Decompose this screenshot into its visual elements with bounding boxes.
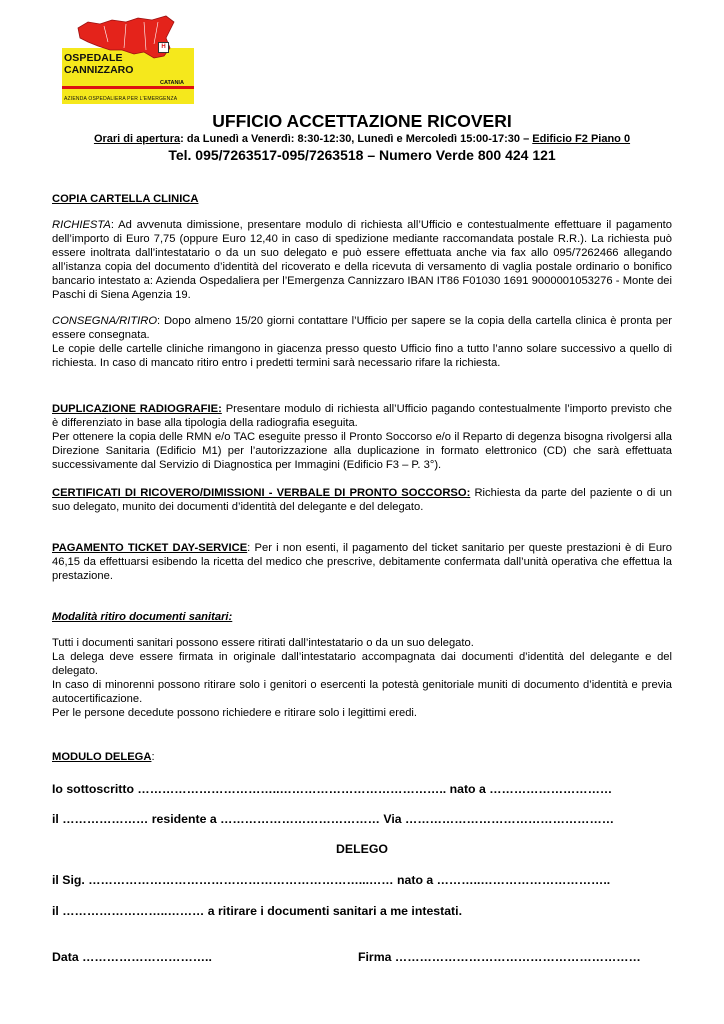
delego-heading: DELEGO [336,842,388,856]
modalita-line1: Tutti i documenti sanitari possono essere ritirati dall’intestatario o da un suo delegato. [52,637,474,649]
section-heading: CERTIFICATI DI RICOVERO/DIMISSIONI - VERBALE DI PRONTO SOCCORSO: [52,487,471,499]
form-row-ritiro[interactable]: il ……………………..……… a ritirare i documenti sanitari a me intestati. [52,904,462,918]
heading-suffix: : [151,751,155,763]
logo-red-bar [62,86,194,89]
certificati-text: Richiesta da parte del paziente o di un suo delegato, munito dei documenti d’identità del delegante e del delegato. [52,487,673,513]
section-modalita [52,610,672,720]
hospital-logo [60,14,196,110]
modalita-line2: La delega deve essere firmata in originale dall’intestatario accompagnata dai documenti d’identità del delegante e del delegato. [52,651,672,677]
modalita-line4: Per le persone decedute possono richiedere e ritirare solo i legittimi eredi. [52,707,418,719]
section-certificati [52,486,672,514]
modalita-line3: In caso di minorenni possono ritirare solo i genitori o esercenti la potestà genitoriale muniti di documento d’identità e previa autocertificazione. [52,679,672,705]
hours-location: Edificio F2 Piano 0 [532,133,631,145]
duplicazione-text1: Presentare modulo di richiesta all’Ufficio pagando contestualmente l’importo previsto che è differenziato in base alla tipologia della radiografia eseguita. [52,403,672,429]
hours-text: : da Lunedì a Venerdì: 8:30-12:30, Lunedì e Mercoledì 15:00-17:30 – [180,133,533,145]
logo-name-line1: OSPEDALE [64,52,123,64]
form-date-field[interactable]: Data ………………………….. [52,950,212,964]
ticket-text: : Per i non esenti, il pagamento del ticket sanitario per queste prestazioni è di Euro 46,15 da effettuarsi esibendo la ricetta del medico che prescrive, debitamente confermata dall’unità operativa che effettua la prestazione. [52,542,672,582]
consegna-text: : Dopo almeno 15/20 giorni contattare l’Ufficio per sapere se la copia della cartella clinica è pronta per essere consegnata. [52,315,672,341]
form-row-sottoscritto[interactable]: Io sottoscritto ……………………………..………………………………….. nato a ………………………… [52,782,613,796]
section-heading: MODULO DELEGA [52,751,152,763]
logo-name-line2: CANNIZZARO [64,64,134,76]
form-row-delegato[interactable]: il Sig. …………………………………………………………...…… nato a ………..………………………….. [52,873,611,887]
section-copia-cartella [52,192,672,370]
section-ticket [52,541,672,583]
opening-hours [0,133,724,145]
giacenza-text: Le copie delle cartelle cliniche rimangono in giacenza presso questo Ufficio fino a tutto l’anno solare successivo a quello di richiesta. In caso di mancato ritiro entro i predetti termini sarà necessario rifare la richiesta. [52,343,672,369]
section-heading: COPIA CARTELLA CLINICA [52,193,199,205]
duplicazione-text2: Per ottenere la copia delle RMN e/o TAC eseguite presso il Pronto Soccorso e/o il Reparto di degenza bisogna rivolgersi alla Direzione Sanitaria (Edificio M1) per l’autorizzazione alla duplicazione in formato elettronico (CD) che sarà effettuata successivamente dal Servizio di Diagnostica per Immagini (Edificio F3 – P. 3°). [52,431,672,471]
section-duplicazione [52,402,672,472]
richiesta-label: RICHIESTA [52,219,111,231]
consegna-label: CONSEGNA/RITIRO [52,315,158,327]
section-heading: PAGAMENTO TICKET DAY-SERVICE [52,542,248,554]
page-title: UFFICIO ACCETTAZIONE RICOVERI [212,111,512,131]
hospital-h-icon: H [158,42,169,53]
logo-tagline: AZIENDA OSPEDALIERA PER L'EMERGENZA [64,96,178,102]
hours-label: Orari di apertura [93,133,181,145]
section-heading: Modalità ritiro documenti sanitari: [52,611,233,623]
logo-city: CATANIA [160,80,184,86]
section-heading: DUPLICAZIONE RADIOGRAFIE: [52,403,222,415]
form-row-residente[interactable]: il ………………… residente a ………………………………… Via …………………………………………… [52,812,615,826]
richiesta-text: : Ad avvenuta dimissione, presentare modulo di richiesta all’Ufficio e contestualmente effettuare il pagamento dell’importo di Euro 7,75 (oppure Euro 12,40 in caso di spedizione mediante raccomandata postale R.R.). La richiesta può essere inoltrata dall’intestatario o da un suo delegato e può essere effettuata anche via fax allo 095/7262466 allegando all’istanza copia del documento d’identità del ricoverato e della ricevuta di versamento di vaglia postale ordinario o bonifico bancario intestato a: Azienda Ospedaliera per l’Emergenza Cannizzaro IBAN IT86 F01030 1691 9000001053276 - Monte dei Paschi di Siena Agenzia 19. [52,219,672,301]
section-modulo-delega [52,750,672,764]
phone-numbers: Tel. 095/7263517-095/7263518 – Numero Verde 800 424 121 [168,147,556,163]
form-signature-field[interactable]: Firma …………………………………………………… [358,950,641,964]
